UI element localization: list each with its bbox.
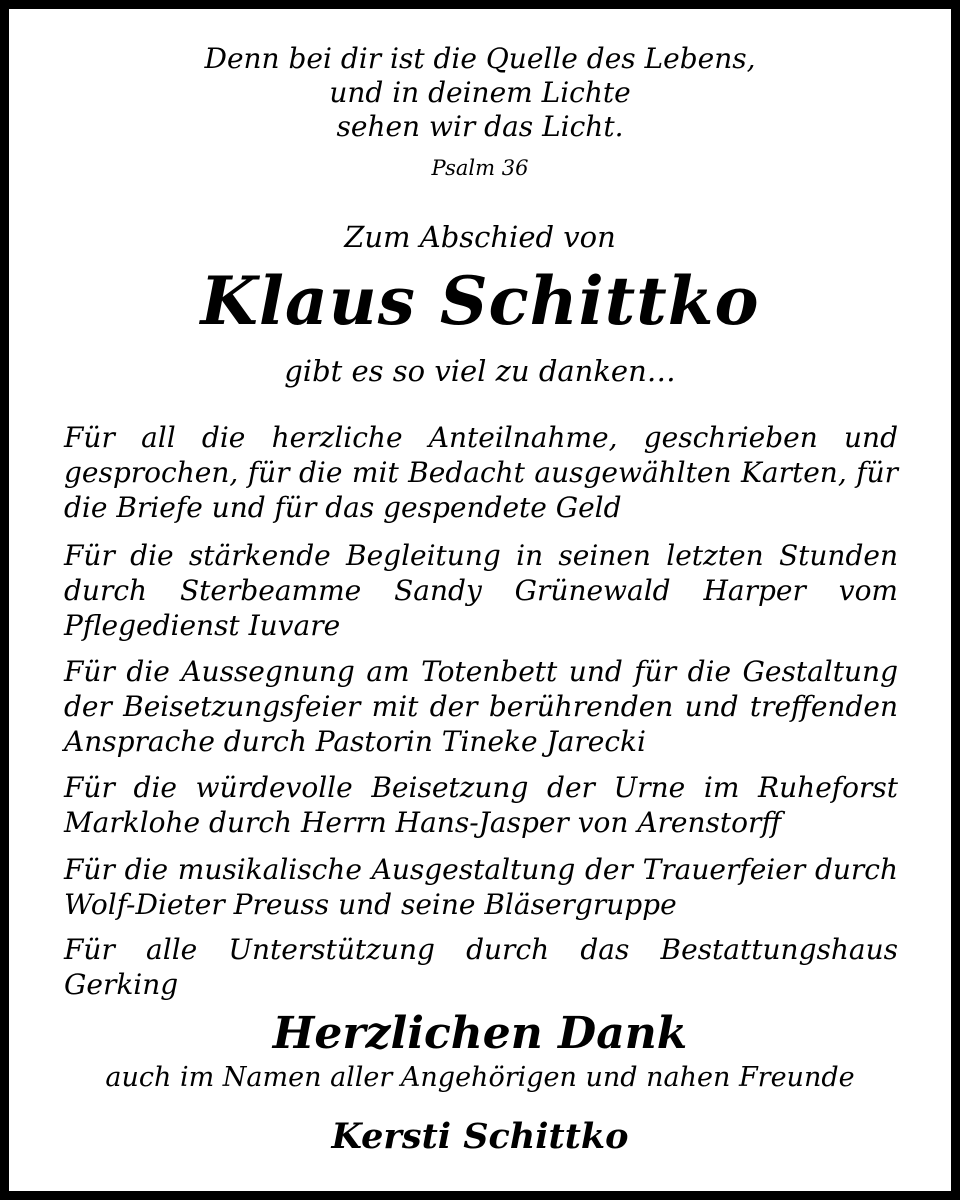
signature: Kersti Schittko xyxy=(331,1116,629,1157)
thanks-paragraph-condolences: Für all die herzliche Anteilnahme, geschrieben und gesprochen, für die mit Bedacht ausgewählten Karten, für die Briefe und für das gespendete Geld xyxy=(64,421,898,524)
quote-line-3: sehen wir das Licht. xyxy=(336,110,624,143)
thanks-paragraph-service: Für die Aussegnung am Totenbett und für die Gestaltung der Beisetzungsfeier mit der berührenden und treffenden Ansprache durch Pastorin Tineke Jarecki xyxy=(64,655,898,758)
thanks-paragraph-music: Für die musikalische Ausgestaltung der Trauerfeier durch Wolf-Dieter Preuss und seine Bläsergruppe xyxy=(64,853,898,921)
lead-text: gibt es so viel zu danken… xyxy=(284,354,676,388)
thanks-paragraph-companionship: Für die stärkende Begleitung in seinen letzten Stunden durch Sterbeamme Sandy Grünewald Harper vom Pflegedienst Iuvare xyxy=(64,539,898,642)
intro-text: Zum Abschied von xyxy=(344,220,616,254)
thanks-paragraph-funeral-home: Für alle Unterstützung durch das Bestattungshaus Gerking xyxy=(64,933,898,1001)
closing-subline: auch im Namen aller Angehörigen und nahen Freunde xyxy=(105,1062,855,1093)
quote-source: Psalm 36 xyxy=(431,156,529,180)
closing-thanks: Herzlichen Dank xyxy=(272,1008,688,1059)
deceased-name: Klaus Schittko xyxy=(200,262,760,340)
quote-line-2: und in deinem Lichte xyxy=(329,76,631,109)
thanks-paragraph-burial: Für die würdevolle Beisetzung der Urne im Ruheforst Marklohe durch Herrn Hans-Jasper von Arenstorff xyxy=(64,771,898,839)
quote-line-1: Denn bei dir ist die Quelle des Lebens, xyxy=(204,42,756,75)
